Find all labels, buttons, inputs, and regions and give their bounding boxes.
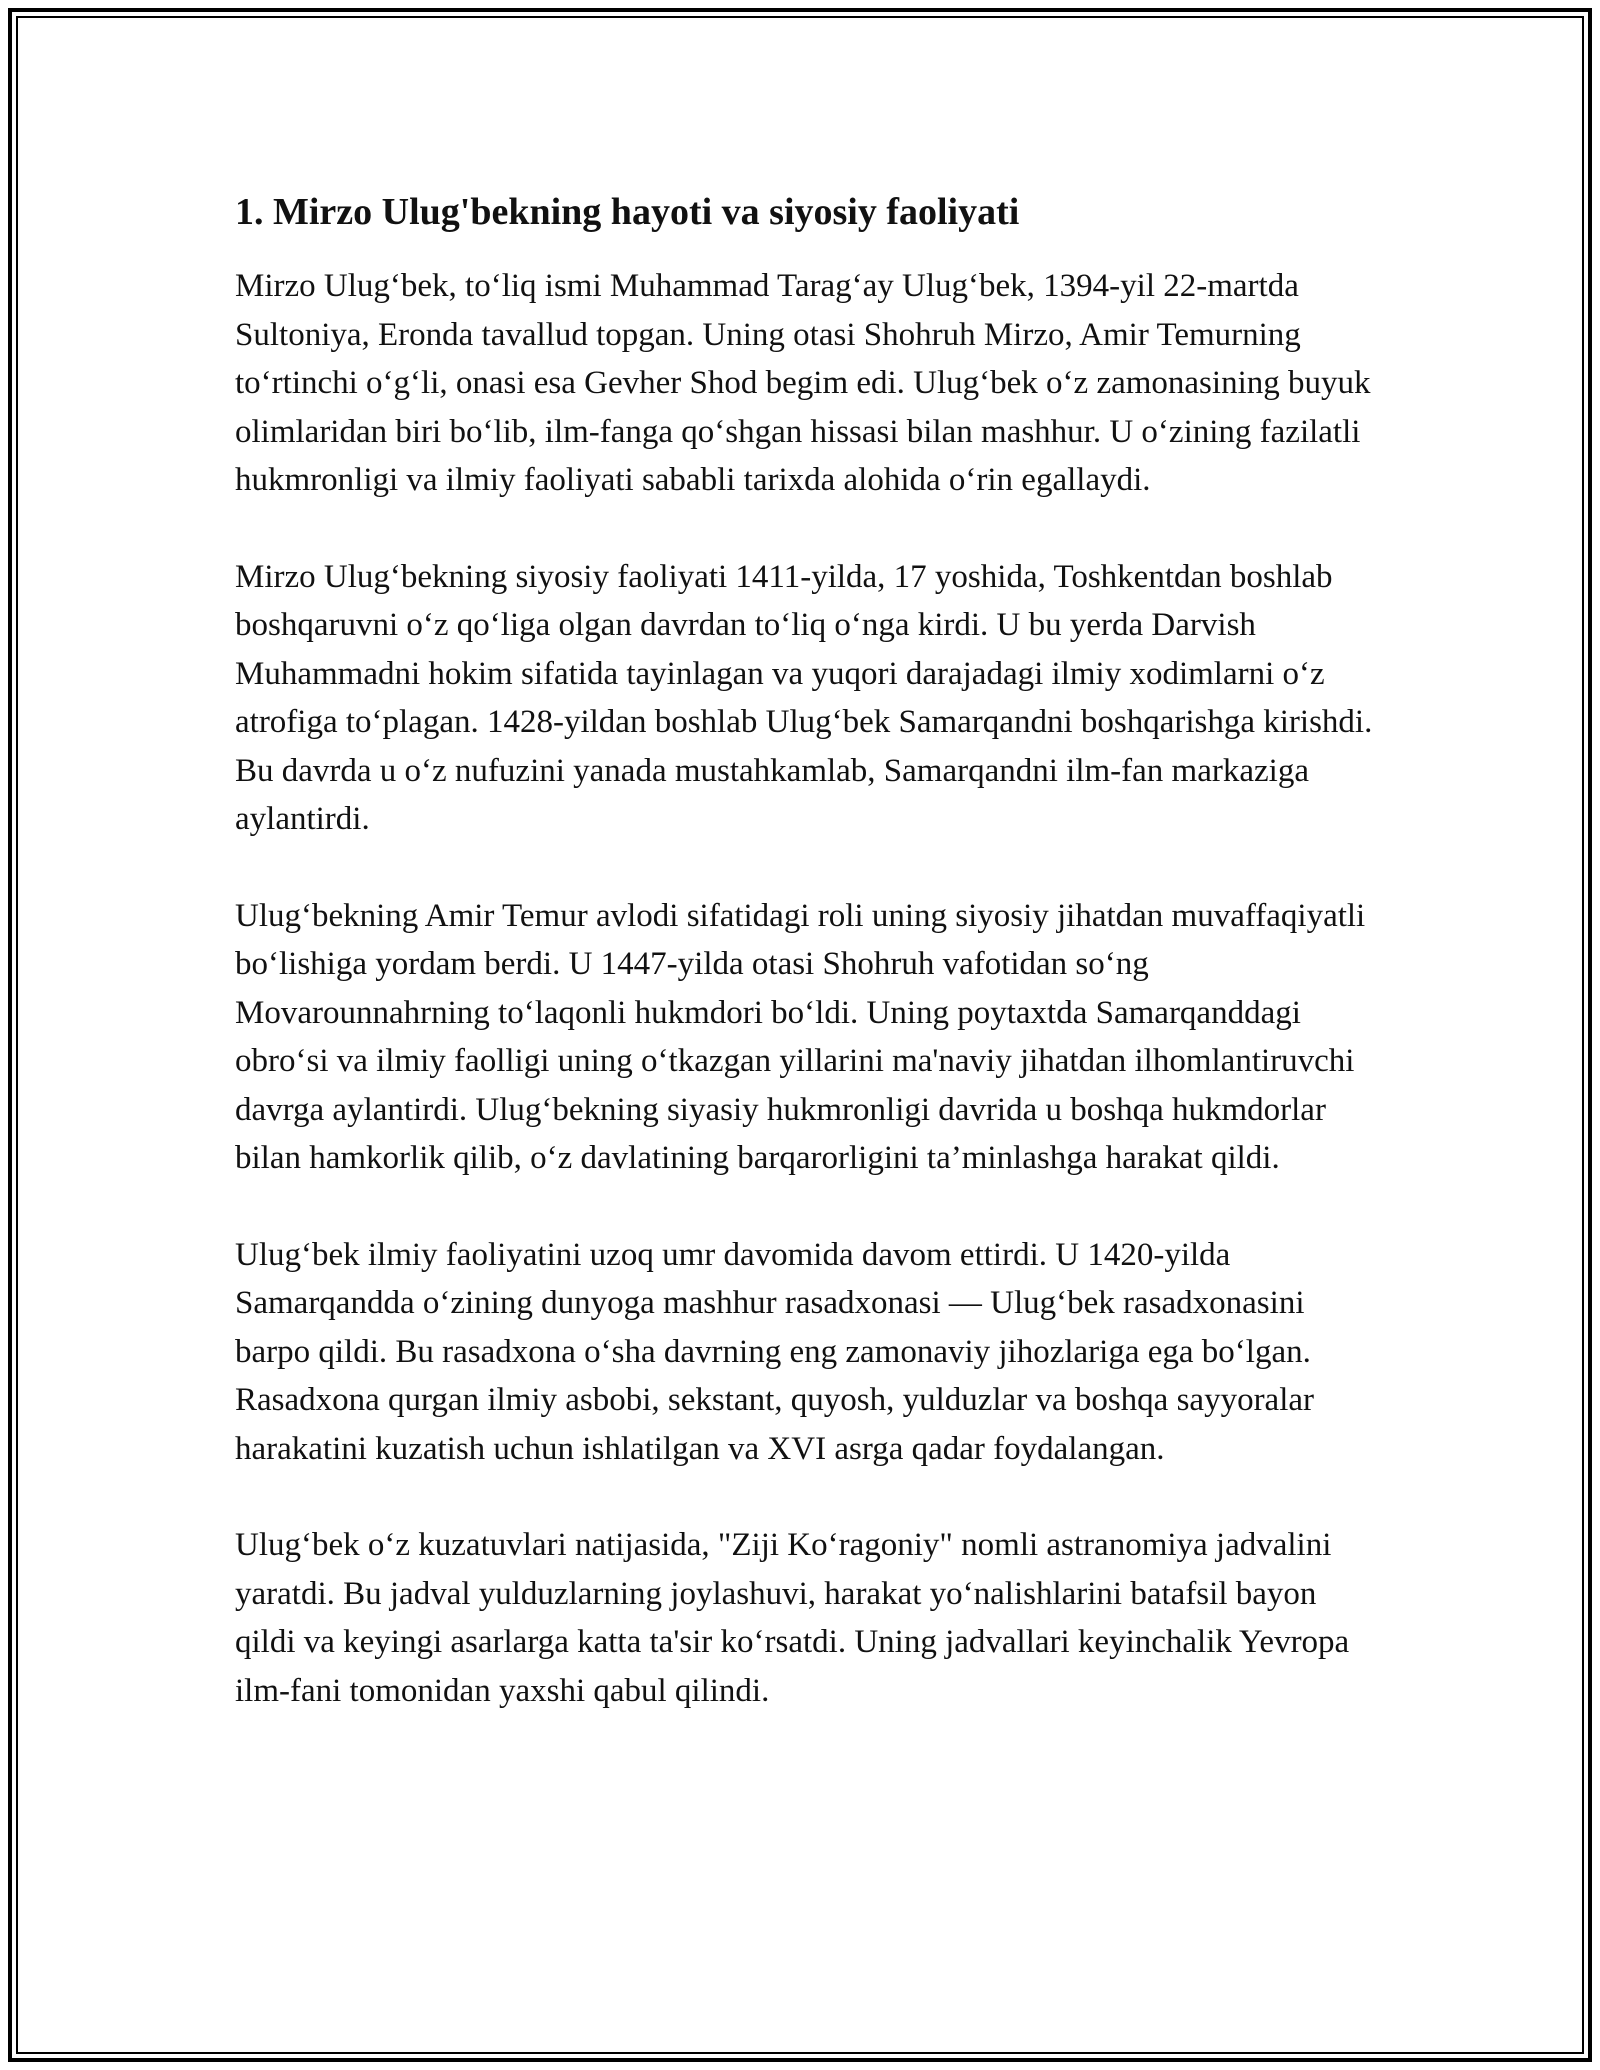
document-body bbox=[235, 188, 1375, 1763]
section-heading: 1. Mirzo Ulug'bekning hayoti va siyosiy faoliyati bbox=[235, 191, 1020, 233]
paragraph-5: Ulug‘bek o‘z kuzatuvlari natijasida, "Ziji Ko‘ragoniy" nomli astranomiya jadvalini yaratdi. Bu jadval yulduzlarning joylashuvi, harakat yo‘nalishlarini batafsil bayon qildi va keyingi asarlarga katta ta'sir ko‘rsatdi. Uning jadvallari keyinchalik Yevropa ilm-fani tomonidan yaxshi qabul qilindi. bbox=[235, 1527, 1350, 1709]
paragraph-3: Ulug‘bekning Amir Temur avlodi sifatidagi roli uning siyosiy jihatdan muvaffaqiyatli bo‘lishiga yordam berdi. U 1447-yilda otasi Shohruh vafotidan so‘ng Movarounnahrning to‘laqonli hukmdori bo‘ldi. Uning poytaxtda Samarqanddagi obro‘si va ilmiy faolligi uning o‘tkazgan yillarini ma'naviy jihatdan ilhomlantiruvchi davrga aylantirdi. Ulug‘bekning siyasiy hukmronligi davrida u boshqa hukmdorlar bilan hamkorlik qilib, o‘z davlatining barqarorligini ta’minlashga harakat qildi. bbox=[235, 897, 1366, 1176]
paragraph-1: Mirzo Ulug‘bek, to‘liq ismi Muhammad Tarag‘ay Ulug‘bek, 1394-yil 22-martda Sultoniya, Eronda tavallud topgan. Uning otasi Shohruh Mirzo, Amir Temurning to‘rtinchi o‘g‘li, onasi esa Gevher Shod begim edi. Ulug‘bek o‘z zamonasining buyuk olimlaridan biri bo‘lib, ilm-fanga qo‘shgan hissasi bilan mashhur. U o‘zining fazilatli hukmronligi va ilmiy faoliyati sababli tarixda alohida o‘rin egallaydi. bbox=[235, 268, 1371, 498]
paragraph-2: Mirzo Ulug‘bekning siyosiy faoliyati 1411-yilda, 17 yoshida, Toshkentdan boshlab boshqaruvni o‘z qo‘liga olgan davrdan to‘liq o‘nga kirdi. U bu yerda Darvish Muhammadni hokim sifatida tayinlagan va yuqori darajadagi ilmiy xodimlarni o‘z atrofiga to‘plagan. 1428-yildan boshlab Ulug‘bek Samarqandni boshqarishga kirishdi. Bu davrda u o‘z nufuzini yanada mustahkamlab, Samarqandni ilm-fan markaziga aylantirdi. bbox=[235, 558, 1373, 837]
paragraph-4: Ulug‘bek ilmiy faoliyatini uzoq umr davomida davom ettirdi. U 1420-yilda Samarqandda o‘zining dunyoga mashhur rasadxonasi — Ulug‘bek rasadxonasini barpo qildi. Bu rasadxona o‘sha davrning eng zamonaviy jihozlariga ega bo‘lgan. Rasadxona qurgan ilmiy asbobi, sekstant, quyosh, yulduzlar va boshqa sayyoralar harakatini kuzatish uchun ishlatilgan va XVI asrga qadar foydalangan. bbox=[235, 1236, 1315, 1467]
